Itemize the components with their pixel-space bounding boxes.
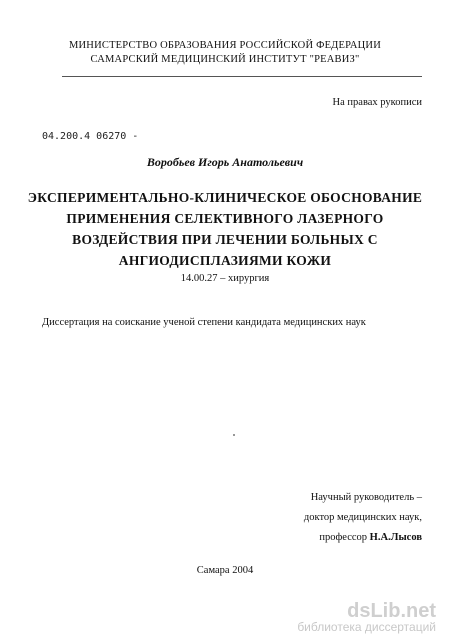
degree-statement: Диссертация на соискание ученой степени кандидата медицинских наук [42, 317, 366, 328]
author-name: Воробьев Игорь Анатольевич [146, 155, 304, 169]
header-divider [62, 76, 422, 77]
manuscript-rights-note: На правах рукописи [332, 97, 422, 108]
supervisor-name-line [304, 528, 422, 548]
registration-code: 04.200.4 06270 - [42, 131, 139, 142]
title-line-1: ЭКСПЕРИМЕНТАЛЬНО-КЛИНИЧЕСКОЕ ОБОСНОВАНИЕ [27, 190, 423, 205]
supervisor-block [304, 488, 422, 548]
title-line-4: АНГИОДИСПЛАЗИЯМИ КОЖИ [118, 253, 332, 268]
ministry-heading: МИНИСТЕРСТВО ОБРАЗОВАНИЯ РОССИЙСКОЙ ФЕДЕРАЦИИ [68, 40, 381, 51]
watermark-logo: dsLib.net [347, 600, 436, 622]
supervisor-name: Н.А.Лысов [369, 532, 422, 543]
specialty-code: 14.00.27 – хирургия [180, 273, 270, 284]
city-year: Самара 2004 [196, 565, 254, 576]
institute-heading: САМАРСКИЙ МЕДИЦИНСКИЙ ИНСТИТУТ "РЕАВИЗ" [90, 54, 360, 65]
dissertation-title [0, 187, 450, 271]
supervisor-role: Научный руководитель – [310, 492, 422, 503]
supervisor-title: профессор [319, 532, 370, 543]
supervisor-degree: доктор медицинских наук, [303, 512, 422, 523]
title-line-2: ПРИМЕНЕНИЯ СЕЛЕКТИВНОГО ЛАЗЕРНОГО [66, 211, 384, 226]
watermark-subtitle: библиотека диссертаций [297, 620, 436, 634]
scan-speck [233, 434, 235, 436]
title-line-3: ВОЗДЕЙСТВИЯ ПРИ ЛЕЧЕНИИ БОЛЬНЫХ С [72, 232, 378, 247]
watermark [297, 600, 436, 634]
